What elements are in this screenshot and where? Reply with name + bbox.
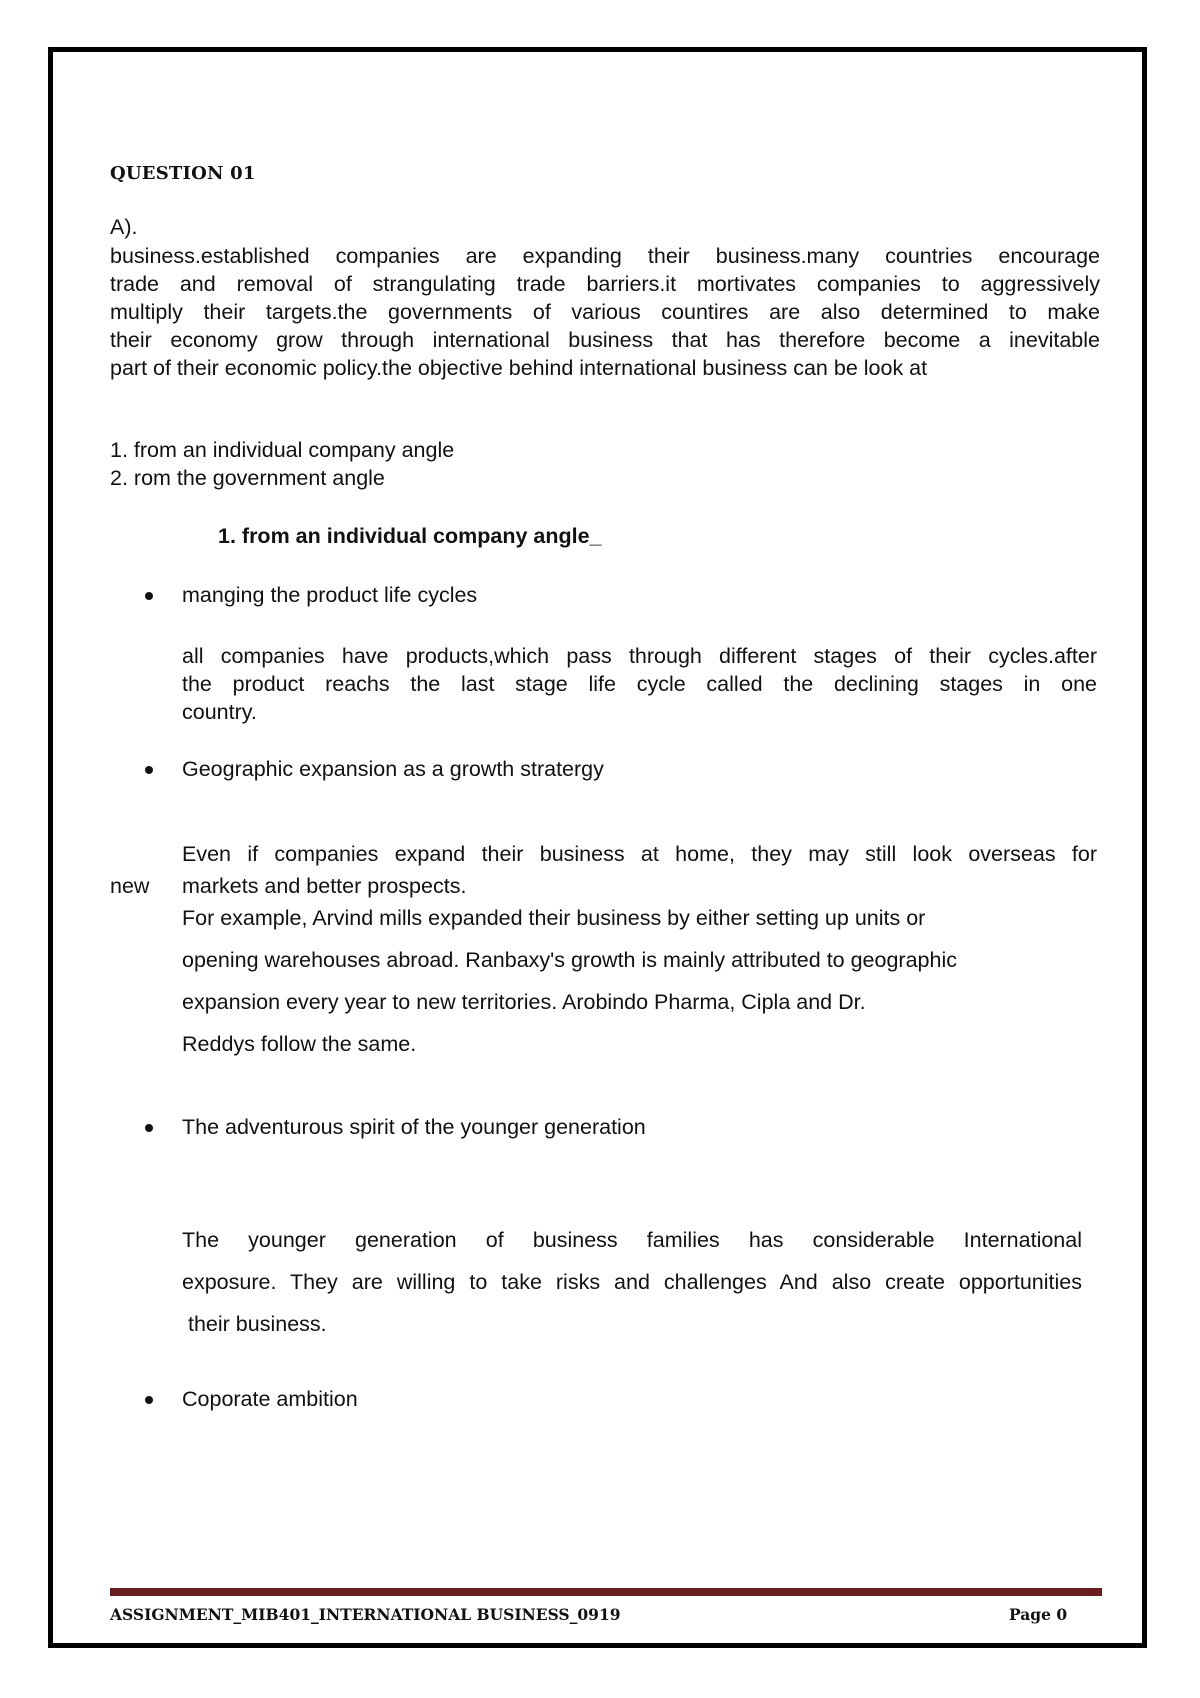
intro-paragraph <box>110 242 1100 382</box>
footer-page-number: Page 0 <box>1009 1605 1068 1624</box>
example-line: expansion every year to new territories. Arobindo Pharma, Cipla and Dr. <box>182 990 866 1014</box>
paragraph-line: their business. <box>188 1312 327 1336</box>
paragraph-line: The younger generation of business families has considerable International <box>182 1228 1082 1252</box>
question-title: QUESTION 01 <box>110 163 256 184</box>
bullet-dot <box>145 592 153 600</box>
example-line: Reddys follow the same. <box>182 1032 417 1056</box>
bullet-product-life: manging the product life cycles <box>182 583 478 607</box>
geographic-line-1 <box>182 840 1097 868</box>
angle-item-1: 1. from an individual company angle <box>110 438 455 462</box>
intro-line: business.established companies are expanding their business.many countries encourage <box>110 244 1100 268</box>
bullet-dot <box>145 1396 153 1404</box>
intro-line: their economy grow through international business that has therefore become a inevitable <box>110 328 1100 352</box>
footer-assignment-title: ASSIGNMENT_MIB401_INTERNATIONAL BUSINESS_0919 <box>110 1605 621 1624</box>
intro-line: trade and removal of strangulating trade barriers.it mortivates companies to aggressively <box>110 272 1100 296</box>
section-subheading: 1. from an individual company angle_ <box>218 524 602 548</box>
example-line: For example, Arvind mills expanded their business by either setting up units or <box>182 906 926 930</box>
paragraph-line: all companies have products,which pass through different stages of their cycles.after <box>182 644 1097 668</box>
bullet-geographic: Geographic expansion as a growth stratergy <box>182 757 604 781</box>
bullet-dot <box>145 1124 153 1132</box>
footer-rule <box>110 1588 1102 1596</box>
intro-line: multiply their targets.the governments of various countires are also determined to make <box>110 300 1100 324</box>
paragraph-line: country. <box>182 700 257 724</box>
intro-line: part of their economic policy.the objective behind international business can be look at <box>110 356 928 380</box>
paragraph-line: the product reachs the last stage life cycle called the declining stages in one <box>182 672 1097 696</box>
side-word: new <box>110 874 150 898</box>
bullet-younger-generation: The adventurous spirit of the younger generation <box>182 1115 646 1139</box>
bullet-corporate-ambition: Coporate ambition <box>182 1387 358 1411</box>
paragraph-line: Even if companies expand their business at home, they may still look overseas for <box>182 842 1097 866</box>
geographic-line-2: markets and better prospects. <box>182 874 467 898</box>
example-line: opening warehouses abroad. Ranbaxy's growth is mainly attributed to geographic <box>182 948 957 972</box>
angle-item-2: 2. rom the government angle <box>110 466 385 490</box>
paragraph-line: exposure. They are willing to take risks and challenges And also create opportunities <box>182 1270 1082 1294</box>
part-label: A). <box>110 215 138 239</box>
bullet-dot <box>145 766 153 774</box>
younger-paragraph <box>182 1219 1082 1345</box>
product-life-paragraph <box>182 642 1097 726</box>
